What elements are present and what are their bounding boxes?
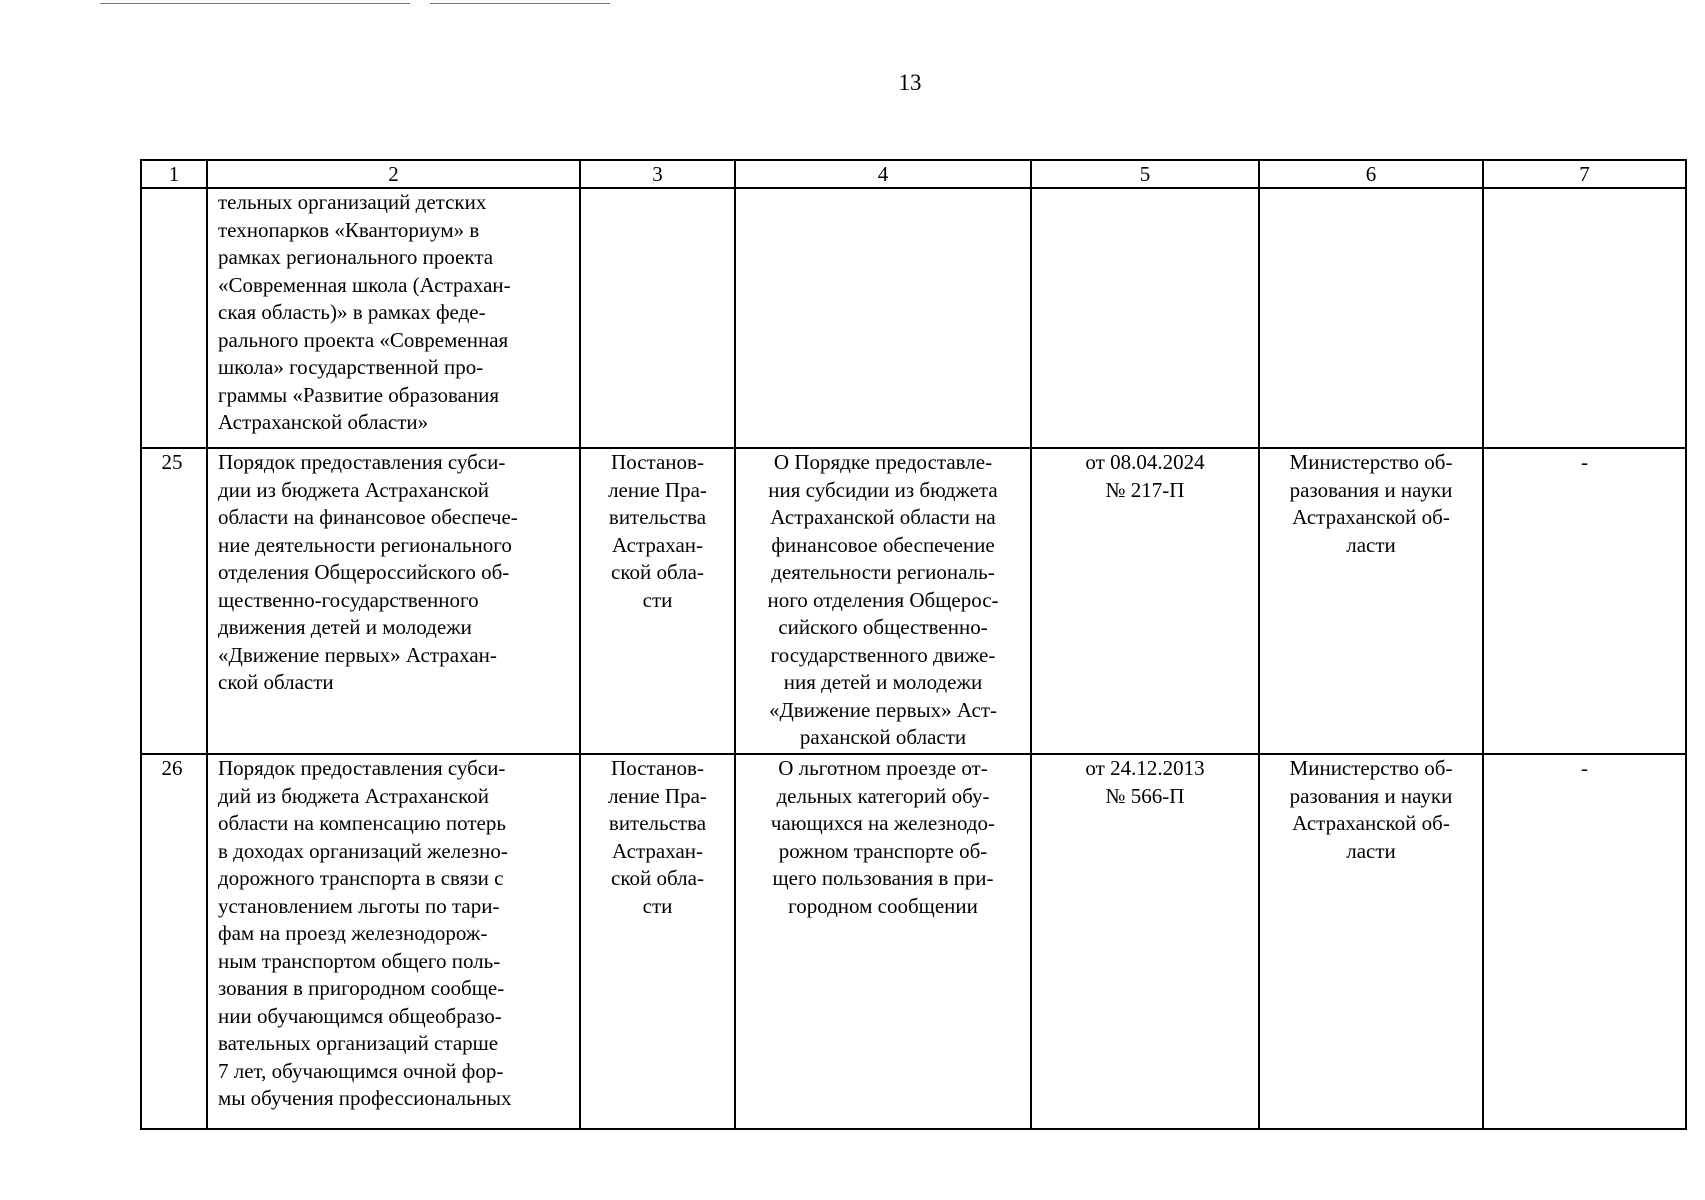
document-date-cell: от 08.04.2024 № 217-П xyxy=(1031,448,1259,754)
procedure-name-cell: тельных организаций детских технопарков «Кванториум» в рамках регионального проекта «Современная школа (Астрахан- ская область)» в рамках феде- рального проекта «Современная школа» государственной про- граммы «Развитие образования Астраханской области» xyxy=(207,188,580,448)
document-type-cell: Постанов- ление Пра- вительства Астрахан- ской обла- сти xyxy=(580,448,735,754)
document-table xyxy=(140,159,1687,1130)
document-type-cell xyxy=(580,188,735,448)
scan-artifact-line xyxy=(430,3,610,4)
table-header-row xyxy=(141,160,1686,188)
note-cell: - xyxy=(1483,754,1686,1129)
authority-cell: Министерство об- разования и науки Астраханской об- ласти xyxy=(1259,754,1483,1129)
document-title-cell: О льготном проезде от- дельных категорий обу- чающихся на железнодо- рожном транспорте об- щего пользования в при- городном сообщении xyxy=(735,754,1031,1129)
note-cell xyxy=(1483,188,1686,448)
document-date-cell xyxy=(1031,188,1259,448)
document-title-cell: О Порядке предоставле- ния субсидии из бюджета Астраханской области на финансовое обеспечение деятельности региональ- ного отделения Общерос- сийского общественно- государственного движе- ния детей и молодежи «Движение первых» Аст- раханской области xyxy=(735,448,1031,754)
procedure-name-cell: Порядок предоставления субси- дий из бюджета Астраханской области на компенсацию потерь в доходах организаций железно- дорожного транспорта в связи с установлением льготы по тари- фам на проезд железнодорож- ным транспортом общего поль- зования в пригородном сообще- нии обучающимся общеобразо- вательных организаций старше 7 лет, обучающимся очной фор- мы обучения профессиональных xyxy=(207,754,580,1129)
column-header: 4 xyxy=(735,160,1031,188)
page-number: 13 xyxy=(898,70,922,95)
table-row xyxy=(141,188,1686,448)
row-number-cell: 26 xyxy=(141,754,207,1129)
table-row xyxy=(141,448,1686,754)
document-type-cell: Постанов- ление Пра- вительства Астрахан- ской обла- сти xyxy=(580,754,735,1129)
row-number-cell: 25 xyxy=(141,448,207,754)
authority-cell xyxy=(1259,188,1483,448)
note-cell: - xyxy=(1483,448,1686,754)
document-date-cell: от 24.12.2013 № 566-П xyxy=(1031,754,1259,1129)
column-header: 6 xyxy=(1259,160,1483,188)
column-header: 1 xyxy=(141,160,207,188)
procedure-name-cell: Порядок предоставления субси- дии из бюджета Астраханской области на финансовое обеспече- ние деятельности регионального отделения Общероссийского об- щественно-государственного движения детей и молодежи «Движение первых» Астрахан- ской области xyxy=(207,448,580,754)
row-number-cell xyxy=(141,188,207,448)
table-row xyxy=(141,754,1686,1129)
column-header: 7 xyxy=(1483,160,1686,188)
column-header: 5 xyxy=(1031,160,1259,188)
column-header: 2 xyxy=(207,160,580,188)
authority-cell: Министерство об- разования и науки Астраханской об- ласти xyxy=(1259,448,1483,754)
column-header: 3 xyxy=(580,160,735,188)
scan-artifact-line xyxy=(100,3,410,4)
document-title-cell xyxy=(735,188,1031,448)
